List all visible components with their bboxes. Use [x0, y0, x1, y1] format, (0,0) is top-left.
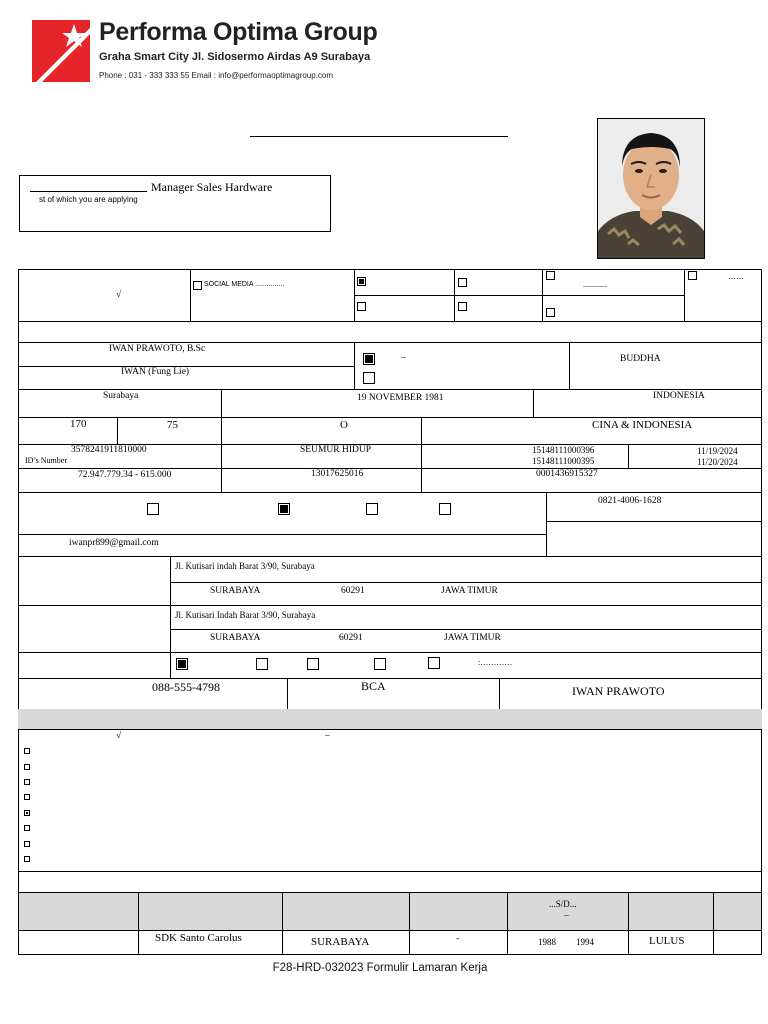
birth-date[interactable]: 19 NOVEMBER 1981: [357, 393, 444, 403]
section2-checkbox-8[interactable]: [24, 856, 30, 862]
phone[interactable]: 0821-4006-1628: [598, 496, 662, 506]
marital-checkbox-1[interactable]: [147, 503, 159, 515]
marital-checkbox-2[interactable]: [278, 503, 290, 515]
gender-dash: –: [401, 353, 406, 363]
edu-row-school-cell: [138, 930, 283, 955]
marital-checkbox-3[interactable]: [366, 503, 378, 515]
edu-row-major[interactable]: -: [456, 934, 460, 944]
email-cell: [18, 534, 547, 557]
section2-checkbox-6[interactable]: [24, 825, 30, 831]
position-hint: st of which you are applying: [39, 195, 138, 204]
residence-status-cell: [170, 652, 762, 679]
position-value[interactable]: Manager Sales Hardware: [151, 180, 273, 194]
edu-header-dash: –: [564, 911, 569, 921]
height-cell: [18, 417, 118, 445]
company-name: Performa Optima Group: [99, 18, 378, 46]
account-holder[interactable]: IWAN PRAWOTO: [572, 684, 665, 698]
weight-cell: [117, 417, 222, 445]
bpjs-cell: [221, 468, 422, 493]
residence-label-cell: [18, 652, 171, 679]
residence-checkbox-2[interactable]: [256, 658, 268, 670]
home-address-label-cell: [18, 605, 171, 653]
source-dots-2: ……: [728, 272, 744, 281]
home-zip[interactable]: 60291: [339, 633, 363, 643]
marital-status-cell: [18, 492, 547, 535]
id-cell: [18, 444, 222, 469]
edu-row-to[interactable]: 1994: [576, 937, 594, 947]
religion-cell: [569, 342, 762, 390]
bank-name[interactable]: BCA: [361, 679, 386, 693]
bank-name-cell: [287, 678, 500, 710]
position-box: [19, 175, 331, 232]
marital-checkbox-4[interactable]: [439, 503, 451, 515]
position-underline: [30, 191, 147, 192]
ktp-province[interactable]: JAWA TIMUR: [441, 586, 498, 596]
religion[interactable]: BUDDHA: [620, 354, 661, 364]
source-cell-4a: [454, 269, 543, 296]
full-name[interactable]: IWAN PRAWOTO, B.Sc: [109, 344, 206, 354]
gender-female-checkbox[interactable]: [363, 372, 375, 384]
sim-expiry-1[interactable]: 11/19/2024: [697, 446, 738, 456]
source-cell-4b: [454, 295, 543, 322]
source-cell-5b: [542, 295, 685, 322]
home-street[interactable]: Jl. Kutisari Indah Barat 3/90, Surabaya: [175, 610, 316, 620]
source-checkbox-3[interactable]: [458, 278, 467, 287]
phone-cell: [546, 492, 762, 522]
edu-row-extra: [713, 930, 762, 955]
edu-row-city-cell: [282, 930, 410, 955]
weight[interactable]: 75: [167, 419, 178, 431]
source-cell-1: [18, 269, 191, 322]
edu-header-period: [507, 892, 629, 931]
section2-checkbox-7[interactable]: [24, 841, 30, 847]
section2-check-mark: √: [116, 731, 122, 741]
edu-header-city: [282, 892, 410, 931]
section2-checkbox-2[interactable]: [24, 764, 30, 770]
id-validity[interactable]: SEUMUR HIDUP: [300, 445, 371, 455]
edu-row-school[interactable]: SDK Santo Carolus: [155, 932, 242, 944]
social-media-label: SOCIAL MEDIA ...............: [204, 281, 285, 288]
edu-header-extra: [713, 892, 762, 931]
ktp-street-cell: [170, 556, 762, 583]
nationality-cell: [533, 389, 762, 418]
sim-expiry-2[interactable]: 11/20/2024: [697, 457, 738, 467]
npwp[interactable]: 72.947.779.34 - 615.000: [78, 470, 172, 480]
social-media-checkbox[interactable]: [193, 281, 202, 290]
gender-male-checkbox[interactable]: [363, 353, 375, 365]
edu-row-from[interactable]: 1988: [538, 937, 556, 947]
source-check-mark: √: [116, 290, 122, 300]
gender-cell: [354, 342, 570, 390]
residence-dots: :…………: [478, 658, 513, 667]
email[interactable]: iwanpr899@gmail.com: [69, 538, 159, 548]
account-holder-cell: [499, 678, 762, 710]
edu-row-city[interactable]: SURABAYA: [311, 936, 370, 948]
edu-row-period-cell: [507, 930, 629, 955]
edu-header-range: ...S/D...: [549, 899, 577, 909]
section2-checkbox-1[interactable]: [24, 748, 30, 754]
citizenship[interactable]: CINA & INDONESIA: [592, 419, 693, 431]
edu-header-major: [409, 892, 508, 931]
residence-checkbox-1[interactable]: [176, 658, 188, 670]
source-cell-2: [190, 269, 355, 322]
id-validity-cell: [221, 444, 422, 469]
section-header-personal: [18, 321, 762, 343]
edu-row-status[interactable]: LULUS: [649, 935, 685, 947]
bpjs-kes-cell: [421, 468, 762, 493]
edu-header-status: [628, 892, 714, 931]
name-cell: [18, 342, 355, 367]
source-cell-5a: [542, 269, 685, 296]
sim-number-1[interactable]: 15148111000396: [532, 445, 595, 455]
company-address: Graha Smart City Jl. Sidosermo Airdas A9 Surabaya: [99, 51, 371, 63]
ktp-city[interactable]: SURABAYA: [210, 586, 261, 596]
source-checkbox-2[interactable]: [357, 302, 366, 311]
residence-checkbox-5[interactable]: [428, 657, 440, 669]
sim-cell: [421, 444, 629, 469]
section2-dash: –: [325, 731, 330, 741]
bank-account-cell: [18, 678, 288, 710]
residence-checkbox-4[interactable]: [374, 658, 386, 670]
applicant-photo: [597, 118, 705, 259]
form-code-footer: F28-HRD-032023 Formulir Lamaran Kerja: [272, 962, 488, 974]
edu-row-level: [18, 930, 139, 955]
section2-checkbox-5[interactable]: [24, 810, 30, 816]
birth-date-cell: [221, 389, 534, 418]
source-checkbox-5[interactable]: [546, 271, 555, 280]
bpjs-kes[interactable]: 0001436915327: [536, 469, 598, 479]
company-contact: Phone : 031 - 333 333 55 Email : info@performaoptimagroup.com: [99, 71, 334, 80]
edu-row-major-cell: [409, 930, 508, 955]
nickname[interactable]: IWAN (Fung Lie): [121, 367, 190, 377]
edu-header-school: [138, 892, 283, 931]
section2-box: [18, 729, 762, 872]
id-number[interactable]: 3578241911810000: [71, 445, 147, 455]
npwp-cell: [18, 468, 222, 493]
source-dots-1: ............: [583, 280, 607, 289]
home-street-cell: [170, 605, 762, 630]
source-cell-6: [684, 269, 762, 322]
home-province[interactable]: JAWA TIMUR: [444, 633, 501, 643]
bank-account-number[interactable]: 088-555-4798: [152, 680, 220, 694]
source-checkbox-7[interactable]: [688, 271, 697, 280]
ktp-street[interactable]: Jl. Kutisari indah Barat 3/90, Surabaya: [175, 561, 315, 571]
ktp-zip[interactable]: 60291: [341, 586, 365, 596]
bpjs[interactable]: 13017625016: [311, 469, 364, 479]
nickname-cell: [18, 366, 355, 390]
source-checkbox-4[interactable]: [458, 302, 467, 311]
section2-checkbox-4[interactable]: [24, 794, 30, 800]
id-label: ID’s Number: [25, 456, 67, 465]
blood-type[interactable]: O: [340, 419, 348, 431]
phone-extra-cell: [546, 521, 762, 557]
birth-place[interactable]: Surabaya: [103, 391, 139, 401]
source-checkbox-1[interactable]: [357, 277, 366, 286]
ktp-address-label-cell: [18, 556, 171, 606]
nationality[interactable]: INDONESIA: [653, 391, 705, 401]
height[interactable]: 170: [70, 418, 87, 430]
source-cell-3b: [354, 295, 455, 322]
home-city-cell: [170, 629, 762, 653]
blood-type-cell: [221, 417, 422, 445]
citizenship-cell: [421, 417, 762, 445]
home-city[interactable]: SURABAYA: [210, 633, 261, 643]
form-title-line: [250, 136, 508, 137]
source-cell-3a: [354, 269, 455, 296]
residence-checkbox-3[interactable]: [307, 658, 319, 670]
company-logo: [32, 20, 90, 82]
section-header-education: [18, 871, 762, 893]
source-checkbox-6[interactable]: [546, 308, 555, 317]
edu-header-level: [18, 892, 139, 931]
section2-checkbox-3[interactable]: [24, 779, 30, 785]
section-header-grey: [18, 709, 762, 730]
edu-row-status-cell: [628, 930, 714, 955]
birth-place-cell: [18, 389, 222, 418]
sim-expiry-cell: [628, 444, 762, 469]
ktp-city-cell: [170, 582, 762, 606]
sim-number-2[interactable]: 15148111000395: [532, 456, 595, 466]
